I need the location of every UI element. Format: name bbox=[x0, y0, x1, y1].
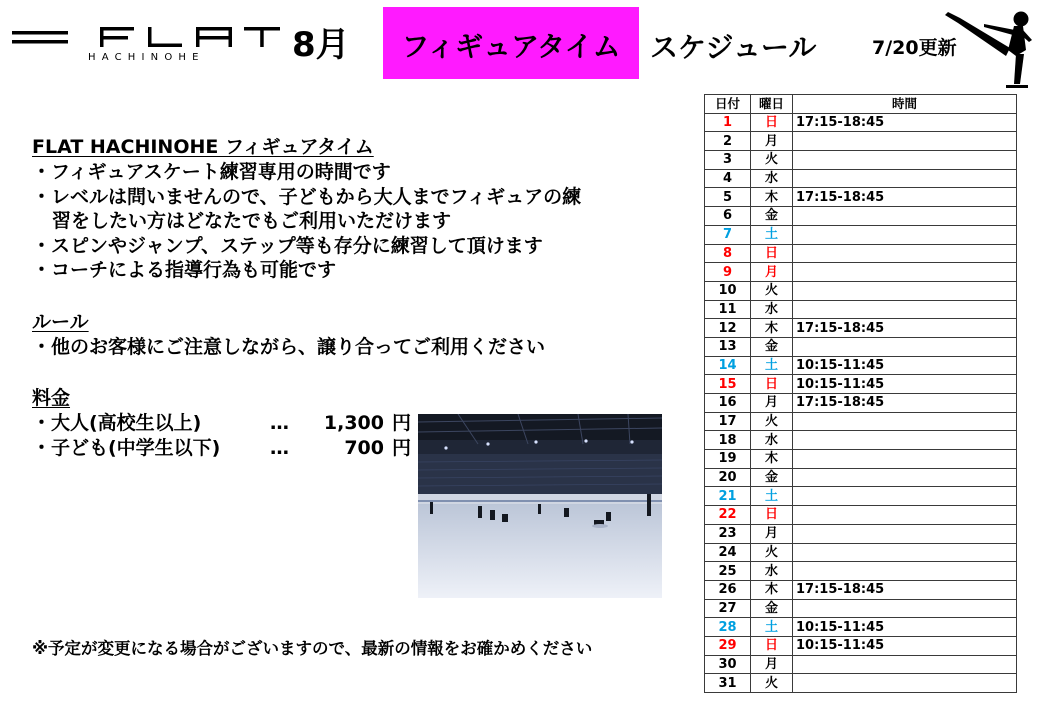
schedule-row bbox=[705, 337, 1017, 356]
info-bullet: ・フィギュアスケート練習専用の時間です bbox=[32, 161, 391, 183]
schedule-body bbox=[705, 113, 1017, 692]
schedule-row bbox=[705, 244, 1017, 263]
schedule-time-cell bbox=[793, 244, 1017, 263]
schedule-day-cell: 22 bbox=[705, 506, 751, 525]
schedule-weekday-cell: 土 bbox=[751, 487, 793, 506]
info-bullet: ・コーチによる指導行為も可能です bbox=[32, 259, 337, 281]
fee-amount: 700 bbox=[344, 436, 384, 459]
schedule-day-cell: 2 bbox=[705, 132, 751, 151]
schedule-time-cell: 10:15-11:45 bbox=[793, 356, 1017, 375]
schedule-time-cell bbox=[793, 674, 1017, 693]
schedule-time-cell bbox=[793, 300, 1017, 319]
schedule-day-cell: 16 bbox=[705, 394, 751, 413]
schedule-row bbox=[705, 599, 1017, 618]
schedule-day-cell: 31 bbox=[705, 674, 751, 693]
schedule-time-cell bbox=[793, 450, 1017, 469]
schedule-day-cell: 21 bbox=[705, 487, 751, 506]
schedule-row bbox=[705, 188, 1017, 207]
schedule-weekday-cell: 土 bbox=[751, 225, 793, 244]
schedule-weekday-cell: 火 bbox=[751, 674, 793, 693]
schedule-time-cell bbox=[793, 468, 1017, 487]
flat-logo-mark bbox=[10, 22, 282, 52]
schedule-row bbox=[705, 636, 1017, 655]
schedule-time-cell: 17:15-18:45 bbox=[793, 188, 1017, 207]
schedule-weekday-cell: 水 bbox=[751, 169, 793, 188]
info-heading: FLAT HACHINOHE フィギュアタイム bbox=[32, 136, 374, 158]
schedule-weekday-cell: 日 bbox=[751, 244, 793, 263]
schedule-day-cell: 13 bbox=[705, 337, 751, 356]
schedule-day-cell: 3 bbox=[705, 151, 751, 170]
info-bullet: ・スピンやジャンプ、ステップ等も存分に練習して頂けます bbox=[32, 234, 543, 257]
schedule-time-cell bbox=[793, 225, 1017, 244]
schedule-time-cell: 17:15-18:45 bbox=[793, 319, 1017, 338]
schedule-day-cell: 7 bbox=[705, 225, 751, 244]
schedule-day-cell: 4 bbox=[705, 169, 751, 188]
notice-text: ※予定が変更になる場合がございますので、最新の情報をお確かめください bbox=[32, 639, 593, 658]
schedule-day-cell: 18 bbox=[705, 431, 751, 450]
schedule-weekday-cell: 水 bbox=[751, 431, 793, 450]
schedule-day-cell: 30 bbox=[705, 655, 751, 674]
schedule-time-cell: 10:15-11:45 bbox=[793, 618, 1017, 637]
schedule-weekday-cell: 金 bbox=[751, 337, 793, 356]
schedule-time-cell bbox=[793, 543, 1017, 562]
schedule-row bbox=[705, 375, 1017, 394]
schedule-day-cell: 1 bbox=[705, 113, 751, 132]
schedule-row bbox=[705, 132, 1017, 151]
month-label: 8月 bbox=[292, 25, 350, 65]
schedule-day-cell: 28 bbox=[705, 618, 751, 637]
schedule-time-cell bbox=[793, 207, 1017, 226]
rule-item: ・他のお客様にご注意しながら、譲り合ってご利用ください bbox=[32, 335, 546, 358]
schedule-weekday-cell: 月 bbox=[751, 263, 793, 282]
schedule-day-cell: 27 bbox=[705, 599, 751, 618]
schedule-time-cell: 10:15-11:45 bbox=[793, 636, 1017, 655]
schedule-time-cell: 17:15-18:45 bbox=[793, 113, 1017, 132]
schedule-weekday-cell: 木 bbox=[751, 188, 793, 207]
schedule-weekday-cell: 土 bbox=[751, 356, 793, 375]
schedule-row bbox=[705, 674, 1017, 693]
schedule-time-cell bbox=[793, 487, 1017, 506]
schedule-time-cell bbox=[793, 132, 1017, 151]
schedule-day-cell: 23 bbox=[705, 524, 751, 543]
fee-dots: … bbox=[270, 412, 289, 434]
schedule-weekday-cell: 火 bbox=[751, 281, 793, 300]
schedule-day-cell: 25 bbox=[705, 562, 751, 581]
schedule-day-cell: 24 bbox=[705, 543, 751, 562]
schedule-row bbox=[705, 655, 1017, 674]
schedule-row bbox=[705, 580, 1017, 599]
fee-amount: 1,300 bbox=[323, 412, 384, 434]
schedule-row bbox=[705, 169, 1017, 188]
info-section bbox=[32, 134, 682, 460]
page-subtitle: スケジュール bbox=[650, 31, 817, 64]
schedule-time-cell bbox=[793, 337, 1017, 356]
schedule-row bbox=[705, 263, 1017, 282]
fee-dots: … bbox=[270, 436, 289, 459]
schedule-weekday-cell: 月 bbox=[751, 132, 793, 151]
schedule-weekday-cell: 火 bbox=[751, 151, 793, 170]
schedule-time-cell bbox=[793, 562, 1017, 581]
schedule-day-cell: 8 bbox=[705, 244, 751, 263]
schedule-weekday-cell: 金 bbox=[751, 207, 793, 226]
schedule-row bbox=[705, 394, 1017, 413]
schedule-row bbox=[705, 113, 1017, 132]
col-header-time: 時間 bbox=[793, 95, 1017, 114]
schedule-row bbox=[705, 207, 1017, 226]
schedule-row bbox=[705, 524, 1017, 543]
schedule-day-cell: 20 bbox=[705, 468, 751, 487]
schedule-row bbox=[705, 151, 1017, 170]
col-header-day: 日付 bbox=[705, 95, 751, 114]
schedule-weekday-cell: 日 bbox=[751, 506, 793, 525]
brand-subtitle: HACHINOHE bbox=[88, 52, 205, 63]
schedule-day-cell: 26 bbox=[705, 580, 751, 599]
schedule-time-cell: 17:15-18:45 bbox=[793, 580, 1017, 599]
info-bullet: ・レベルは問いませんので、子どもから大人までフィギュアの練 bbox=[32, 185, 582, 208]
schedule-day-cell: 14 bbox=[705, 356, 751, 375]
schedule-weekday-cell: 日 bbox=[751, 636, 793, 655]
schedule-weekday-cell: 木 bbox=[751, 319, 793, 338]
schedule-time-cell bbox=[793, 151, 1017, 170]
schedule-row bbox=[705, 281, 1017, 300]
info-bullet-continued: 習をしたい方はどなたでもご利用いただけます bbox=[52, 210, 452, 232]
schedule-time-cell: 17:15-18:45 bbox=[793, 394, 1017, 413]
schedule-header-row bbox=[705, 95, 1017, 114]
schedule-weekday-cell: 月 bbox=[751, 655, 793, 674]
schedule-row bbox=[705, 468, 1017, 487]
schedule-table bbox=[704, 94, 1017, 693]
fee-label: ・大人(高校生以上) bbox=[32, 412, 202, 434]
fee-unit: 円 bbox=[392, 412, 412, 434]
schedule-row bbox=[705, 543, 1017, 562]
schedule-weekday-cell: 水 bbox=[751, 562, 793, 581]
fee-unit: 円 bbox=[392, 436, 412, 459]
schedule-time-cell bbox=[793, 655, 1017, 674]
schedule-weekday-cell: 金 bbox=[751, 468, 793, 487]
schedule-row bbox=[705, 225, 1017, 244]
schedule-time-cell: 10:15-11:45 bbox=[793, 375, 1017, 394]
schedule-weekday-cell: 木 bbox=[751, 580, 793, 599]
schedule-weekday-cell: 月 bbox=[751, 394, 793, 413]
schedule-time-cell bbox=[793, 263, 1017, 282]
schedule-day-cell: 11 bbox=[705, 300, 751, 319]
schedule-time-cell bbox=[793, 281, 1017, 300]
schedule-weekday-cell: 月 bbox=[751, 524, 793, 543]
schedule-weekday-cell: 金 bbox=[751, 599, 793, 618]
schedule-row bbox=[705, 319, 1017, 338]
ice-rink-photo bbox=[418, 414, 662, 598]
schedule-day-cell: 12 bbox=[705, 319, 751, 338]
schedule-day-cell: 15 bbox=[705, 375, 751, 394]
schedule-weekday-cell: 日 bbox=[751, 113, 793, 132]
updated-date: 7/20更新 bbox=[872, 37, 957, 59]
schedule-time-cell bbox=[793, 599, 1017, 618]
schedule-time-cell bbox=[793, 169, 1017, 188]
col-header-weekday: 曜日 bbox=[751, 95, 793, 114]
schedule-row bbox=[705, 412, 1017, 431]
schedule-day-cell: 9 bbox=[705, 263, 751, 282]
schedule-day-cell: 10 bbox=[705, 281, 751, 300]
schedule-time-cell bbox=[793, 524, 1017, 543]
schedule-weekday-cell: 火 bbox=[751, 543, 793, 562]
schedule-weekday-cell: 日 bbox=[751, 375, 793, 394]
brand-logo bbox=[10, 22, 282, 68]
schedule-time-cell bbox=[793, 412, 1017, 431]
schedule-day-cell: 17 bbox=[705, 412, 751, 431]
schedule-day-cell: 19 bbox=[705, 450, 751, 469]
schedule-row bbox=[705, 506, 1017, 525]
schedule-weekday-cell: 火 bbox=[751, 412, 793, 431]
schedule-row bbox=[705, 450, 1017, 469]
schedule-row bbox=[705, 356, 1017, 375]
schedule-weekday-cell: 木 bbox=[751, 450, 793, 469]
schedule-row bbox=[705, 618, 1017, 637]
title-highlight bbox=[383, 7, 639, 79]
schedule-row bbox=[705, 487, 1017, 506]
fee-label: ・子ども(中学生以下) bbox=[32, 436, 221, 459]
fee-heading: 料金 bbox=[32, 387, 71, 409]
schedule-row bbox=[705, 562, 1017, 581]
rules-heading: ルール bbox=[32, 310, 89, 333]
schedule-row bbox=[705, 300, 1017, 319]
schedule-day-cell: 6 bbox=[705, 207, 751, 226]
figure-skater-icon bbox=[940, 4, 1036, 96]
schedule-weekday-cell: 土 bbox=[751, 618, 793, 637]
page-title: フィギュアタイム bbox=[401, 30, 621, 63]
schedule-day-cell: 29 bbox=[705, 636, 751, 655]
schedule-weekday-cell: 水 bbox=[751, 300, 793, 319]
schedule-time-cell bbox=[793, 431, 1017, 450]
schedule-day-cell: 5 bbox=[705, 188, 751, 207]
schedule-row bbox=[705, 431, 1017, 450]
schedule-time-cell bbox=[793, 506, 1017, 525]
